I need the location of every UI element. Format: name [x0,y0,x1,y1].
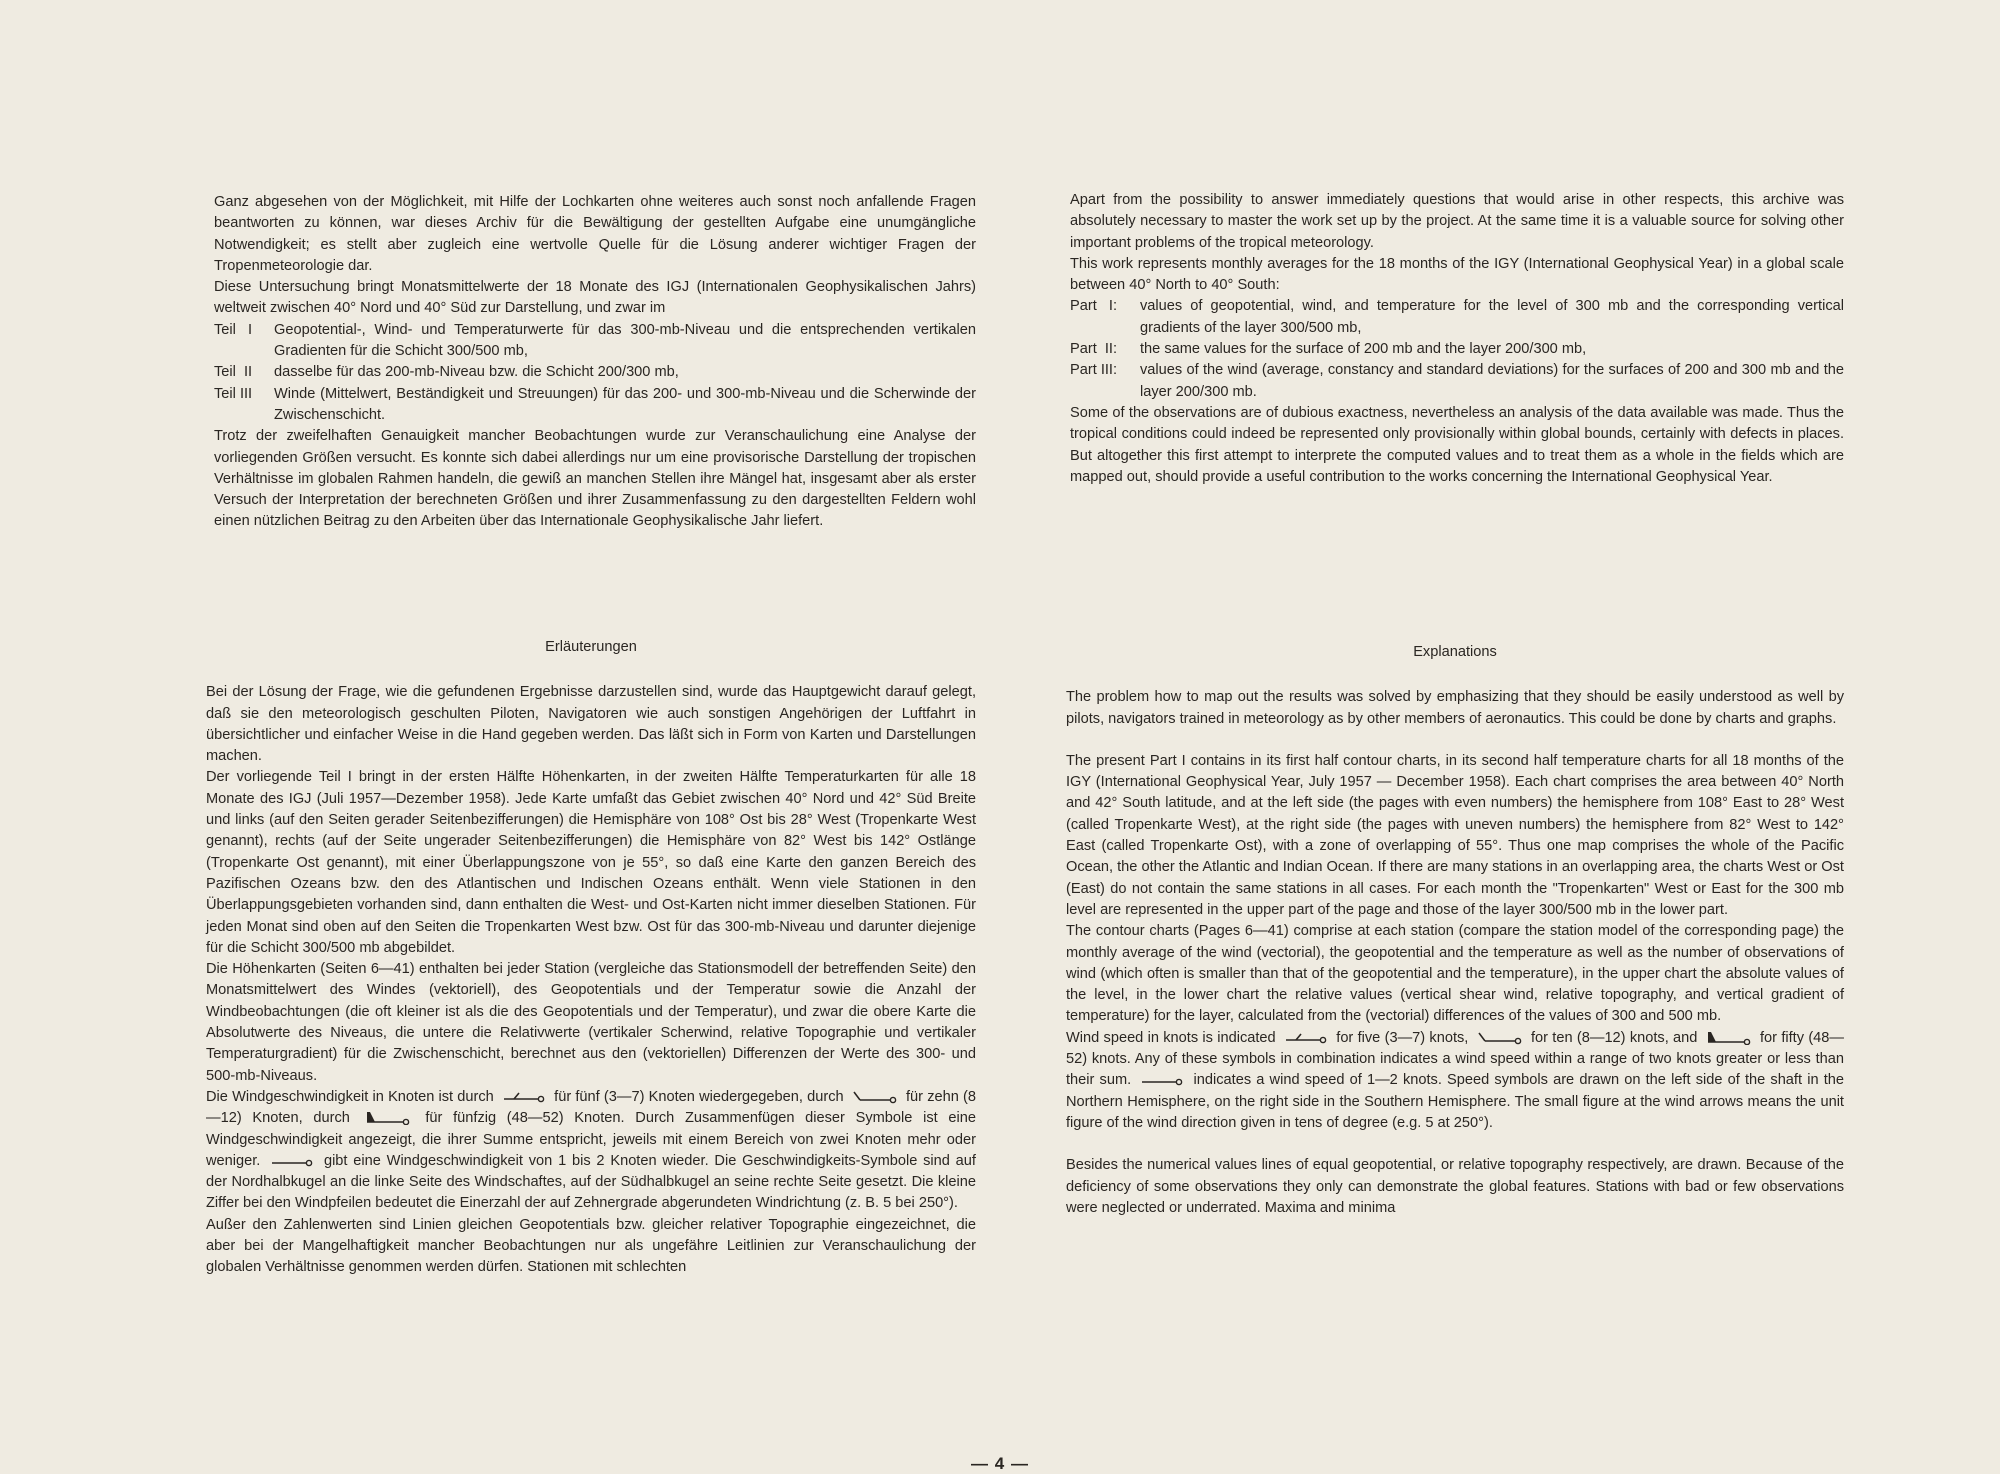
en-explanations-paragraph-3: The contour charts (Pages 6—41) comprise at each station (compare the station model of the corresponding page) the monthly average of the wind (vectorial), the geopotential and the temperature as well as the number of observations of wind (which often is smaller than that of the geopotential and the temperature), in the upper chart the absolute values of the level, in the lower chart the relative values (vertical shear wind, relative topography, and vertical gradient of temperature) for the layer, calculated from the (vectorial) differences of the values of 300 and 500 mb. [1066,923,1844,1025]
en-explanations-paragraph-1: The problem how to map out the results was solved by emphasizing that they should be easily understood as well by pilots, navigators trained in meteorology as by other members of aeronautics. This could be done by charts and graphs. [1066,689,1844,727]
wind-barb-five-knots-icon [1284,1031,1328,1045]
en-intro-paragraph-2: This work represents monthly averages for the 18 months of the IGY (International Geophysical Year) in a global scale between 40° North to 40° South: [1070,255,1844,294]
paragraph-gap [1066,730,1844,751]
de-part-3-label: Teil III [214,385,253,402]
de-part-1 [214,320,976,363]
paragraph-gap [1066,1134,1844,1155]
de-wind-text-e: gibt eine Windgeschwindigkeit von 1 bis 2 Knoten wieder. Die Geschwindigkeits-Symbole sind auf der Nordhalbkugel an die linke Seite des Windschaftes, auf der Südhalbkugel an seine rechte Seite gesetzt. Die kleine Ziffer bei den Windpfeilen bedeutet die Einerzahl der auf Zehnergrade abgerundeten Windrichtung (z. B. 5 bei 250°). [206,1152,976,1212]
en-wind-text-a: Wind speed in knots is indicated [1066,1029,1276,1046]
en-part-3-text: values of the wind (average, constancy and standard deviations) for the surfaces of 200 and 300 mb and the layer 200/300 mb. [1140,362,1844,400]
wind-barb-ten-knots-icon [1477,1031,1523,1045]
en-wind-paragraph [1066,1028,1844,1134]
de-explanations-paragraph-5: Außer den Zahlenwerten sind Linien gleichen Geopotentials bzw. gleicher relativer Topographie eingezeichnet, die aber bei der Mangelhaftigkeit mancher Beobachtungen nur als ungefähre Leitlinien zur Veranschaulichung der globalen Verhältnisse genommen werden dürfen. Stationen mit schlechten [206,1216,976,1276]
wind-barb-five-knots-icon [502,1090,546,1104]
de-part-2-label: Teil II [214,364,253,381]
de-explanations-heading: Erläuterungen [545,639,637,655]
en-part-1-label: Part I: [1070,298,1118,315]
de-wind-text-c: für zehn (8—12) Knoten, durch [206,1088,976,1127]
en-part-2 [1070,339,1844,360]
de-part-3-text: Winde (Mittelwert, Beständigkeit und Streuungen) für das 200- und 300-mb-Niveau und die Scherwinde der Zwischenschicht. [274,385,976,423]
de-part-3 [214,384,976,427]
page-number: — 4 — [971,1454,1029,1473]
en-explanations-paragraph-2: The present Part I contains in its first half contour charts, in its second half temperature charts for all 18 months of the IGY (International Geophysical Year, July 1957 — December 1958). Each chart comprises the area between 40° North and 42° South latitude, and at the left side (the pages with even numbers) the hemisphere from 108° East to 28° West (called Tropenkarte West), at the right side (the pages with uneven numbers) the hemisphere from 82° West to 142° East (called Tropenkarte Ost), with a zone of overlapping of 55°. Thus one map comprises the whole of the Pacific Ocean, the other the Atlantic and Indian Ocean. If there are many stations in an overlapping area, the charts West or Ost (East) do not contain the same stations in all cases. For each month the "Tropenkarten" West or East for the 300 mb level are represented in the upper part of the page and those of the layer 300/500 mb in the lower part. [1066,752,1844,918]
de-closing-paragraph: Trotz der zweifelhaften Genauigkeit mancher Beobachtungen wurde zur Veranschaulichung eine Analyse der vorliegenden Größen versucht. Es konnte sich dabei allerdings nur um eine provisorische Darstellung der tropischen Verhältnisse im globalen Rahmen handeln, die gewiß an manchen Stellen ihre Mängel hat, insgesamt aber als erster Versuch der Interpretation der berechneten Größen und ihrer Zusammenfassung zu den dargestellten Feldern wohl einen nützlichen Beitrag zu den Arbeiten über das Internationale Geophysikalische Jahr liefert. [214,428,976,530]
en-part-3 [1070,360,1844,403]
de-part-2-text: dasselbe für das 200-mb-Niveau bzw. die Schicht 200/300 mb, [274,364,679,381]
en-part-2-text: the same values for the surface of 200 mb and the layer 200/300 mb, [1140,341,1587,358]
en-part-1-text: values of geopotential, wind, and temperature for the level of 300 mb and the corresponding vertical gradients of the layer 300/500 mb, [1140,298,1844,336]
english-explanations-column [1066,642,1844,1219]
de-part-2 [214,362,976,383]
en-wind-text-b: for five (3—7) knots, [1336,1029,1469,1046]
de-part-1-label: Teil I [214,321,253,338]
english-intro-column [1070,190,1844,488]
de-intro-paragraph-1: Ganz abgesehen von der Möglichkeit, mit Hilfe der Lochkarten ohne weiteres auch sonst noch anfallende Fragen beantworten zu können, war dieses Archiv für die Bewältigung der gestellten Aufgabe eine unumgängliche Notwendigkeit; es stellt aber zugleich eine wertvolle Quelle für die Lösung anderer wichtiger Fragen der Tropenmeteorologie dar. [214,194,976,274]
en-part-1 [1070,296,1844,339]
de-wind-text-b: für fünf (3—7) Knoten wiedergegeben, durch [554,1088,844,1105]
de-part-1-text: Geopotential-, Wind- und Temperaturwerte für das 300-mb-Niveau und die entsprechenden vertikalen Gradienten für die Schicht 300/500 mb, [274,321,976,360]
de-wind-text-a: Die Windgeschwindigkeit in Knoten ist durch [206,1088,494,1105]
de-wind-paragraph [206,1087,976,1215]
de-explanations-paragraph-1: Bei der Lösung der Frage, wie die gefundenen Ergebnisse darzustellen sind, wurde das Hauptgewicht darauf gelegt, daß sie den meteorologisch geschulten Piloten, Navigatoren wie auch sonstigen Angehörigen der Luftfahrt in übersichtlicher und einfacher Weise in die Hand gegeben werden. Das läßt sich in Form von Karten und Darstellungen machen. [206,684,976,765]
en-wind-text-d: for fifty (48—52) knots. Any of these symbols in combination indicates a wind speed within a range of two knots greater or less than their sum. [1066,1029,1845,1089]
de-intro-paragraph-2: Diese Untersuchung bringt Monatsmittelwerte der 18 Monate des IGJ (Internationalen Geophysikalischen Jahrs) weltweit zwischen 40° Nord und 40° Süd zur Darstellung, und zwar im [214,279,976,317]
wind-barb-ten-knots-icon [852,1090,898,1104]
wind-shaft-calm-icon [1140,1073,1184,1087]
german-explanations-column [206,637,976,1279]
en-wind-text-e: indicates a wind speed of 1—2 knots. Speed symbols are drawn on the left side of the shaft in the Northern Hemisphere, on the right side in the Southern Hemisphere. The small figure at the wind arrows means the unit figure of the wind direction given in tens of degree (e.g. 5 at 250°). [1066,1072,1844,1131]
en-explanations-heading: Explanations [1413,644,1497,660]
wind-shaft-calm-icon [270,1154,314,1168]
en-closing-paragraph: Some of the observations are of dubious exactness, nevertheless an analysis of the data available was made. Thus the tropical conditions could indeed be represented only provisionally within global bounds, certainly with defects in places. But altogether this first attempt to interprete the computed values and to treat them as a whole in the fields which are mapped out, should provide a useful contribution to the works concerning the International Geophysical Year. [1070,404,1844,485]
de-explanations-paragraph-3: Die Höhenkarten (Seiten 6—41) enthalten bei jeder Station (vergleiche das Stationsmodell der betreffenden Seite) den Monatsmittelwert des Windes (vektoriell), des Geopotentials und der Temperatur sowie die Anzahl der Windbeobachtungen (die oft kleiner ist als die des Geopotentials und der Temperatur), und zwar die obere Karte die Absolutwerte des Niveaus, die untere die Relativwerte (vertikaler Scherwind, relative Topographie und vertikaler Temperaturgradient) für die Zwischenschicht, berechnet aus den (vektoriellen) Differenzen der Werte des 300- und 500-mb-Niveaus. [206,961,976,1084]
en-explanations-paragraph-5: Besides the numerical values lines of equal geopotential, or relative topography respectively, are drawn. Because of the deficiency of some observations they only can demonstrate the global features. Stations with bad or few observations were neglected or underrated. Maxima and minima [1066,1157,1844,1216]
german-intro-column [214,192,976,533]
en-part-3-label: Part III: [1070,362,1118,379]
de-explanations-paragraph-2: Der vorliegende Teil I bringt in der ersten Hälfte Höhenkarten, in der zweiten Hälfte Temperaturkarten für alle 18 Monate des IGJ (Juli 1957—Dezember 1958). Jede Karte umfaßt das Gebiet zwischen 40° Nord und 42° Süd Breite und links (auf den Seiten gerader Seitenbezifferungen) die Hemisphäre von 108° Ost bis 28° West (Tropenkarte West genannt), rechts (auf der Seite ungerader Seitenbezifferungen) die Hemisphäre von 82° West bis 142° Ostlänge (Tropenkarte Ost genannt), mit einer Überlappungszone von je 55°, so daß eine Karte den ganzen Bereich des Pazifischen Ozeans bzw. den des Atlantischen und Indischen Ozeans enthält. Wenn viele Stationen in den Überlappungsgebieten vorhanden sind, dann enthalten die West- und Ost-Karten nicht immer dieselben Stationen. Für jeden Monat sind oben auf den Seiten die Tropenkarten West bzw. Ost für das 300-mb-Niveau und darunter diejenige für die Schicht 300/500 mb abgebildet. [206,769,976,956]
en-part-2-label: Part II: [1070,341,1118,358]
wind-pennant-fifty-knots-icon [365,1111,411,1125]
wind-pennant-fifty-knots-icon [1706,1031,1752,1045]
en-wind-text-c: for ten (8—12) knots, and [1530,1029,1698,1046]
de-wind-text-d: für fünfzig (48—52) Knoten. Durch Zusammenfügen dieser Symbole ist eine Windgeschwindigkeit angezeigt, die ihrer Summe entspricht, jeweils mit einem Bereich von zwei Knoten mehr oder weniger. [206,1110,976,1169]
en-intro-paragraph-1: Apart from the possibility to answer immediately questions that would arise in other respects, this archive was absolutely necessary to master the work set up by the project. At the same time it is a valuable source for solving other important problems of the tropical meteorology. [1070,192,1844,251]
